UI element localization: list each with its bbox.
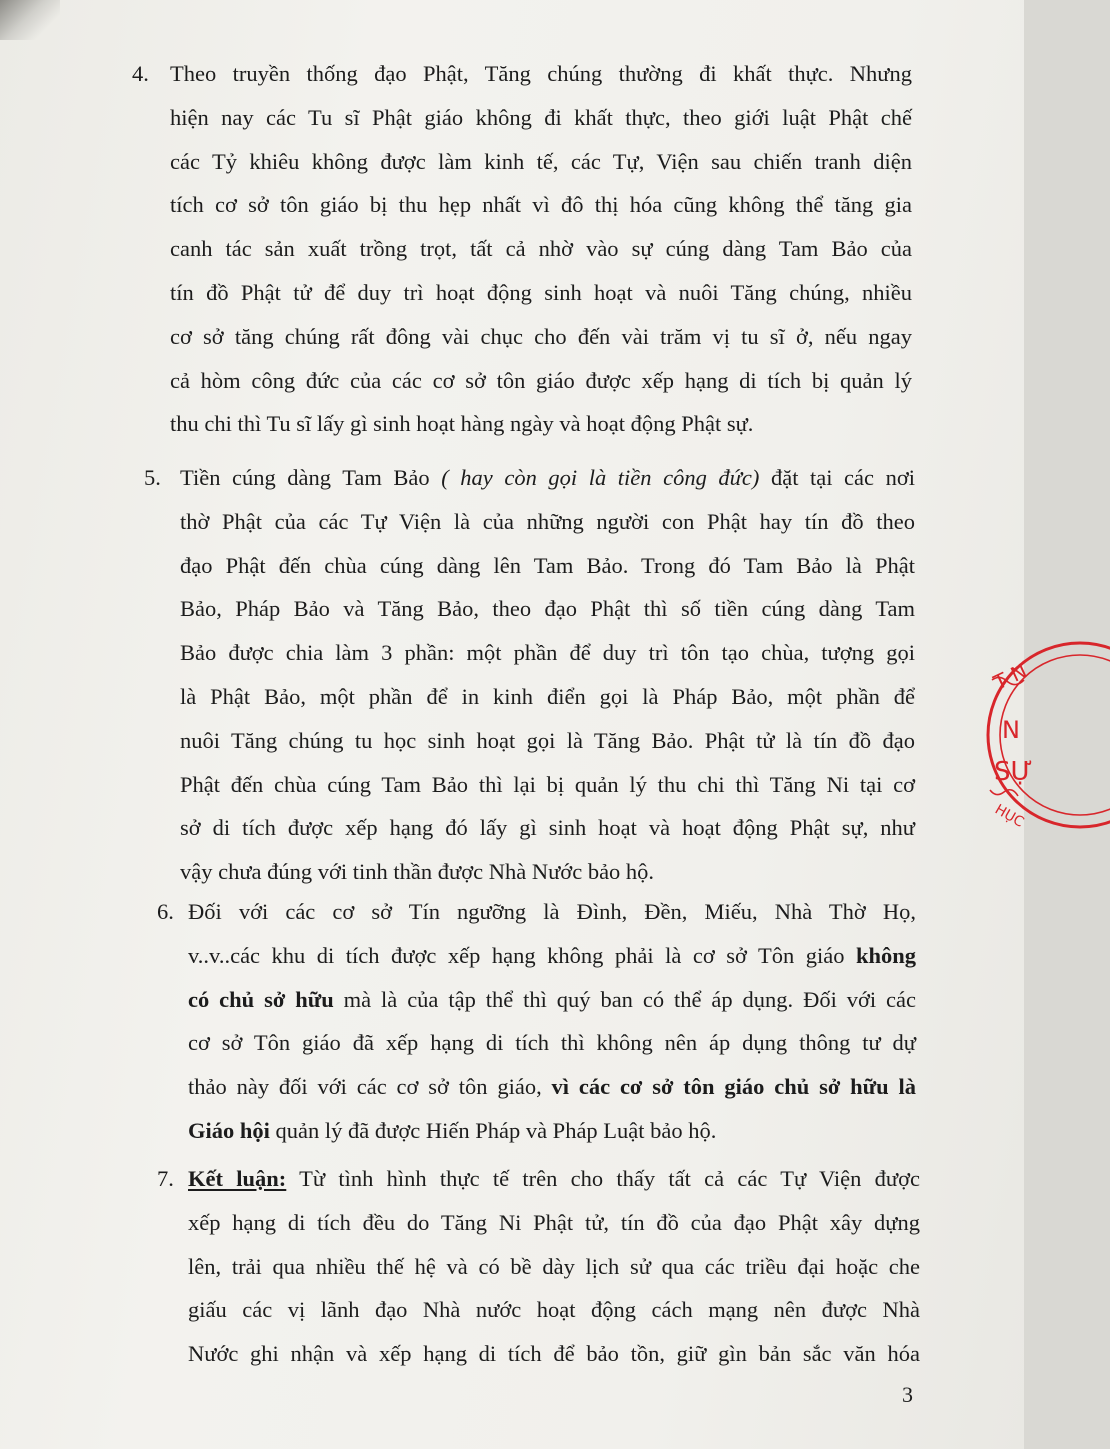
text-line: xếp hạng di tích đều do Tăng Ni Phật tử, tín đồ của đạo Phật xây dựng bbox=[188, 1209, 920, 1235]
item-5 bbox=[144, 456, 915, 894]
text-line bbox=[188, 978, 916, 1022]
item-6 bbox=[157, 890, 917, 1153]
text-line: canh tác sản xuất trồng trọt, tất cả nhờ vào sự cúng dàng Tam Bảo của bbox=[170, 236, 912, 262]
item-7 bbox=[157, 1157, 920, 1376]
text-line bbox=[188, 1109, 916, 1153]
bold-text: vì các cơ sở tôn giáo chủ sở hữu là bbox=[551, 1074, 916, 1100]
page-shadow bbox=[0, 0, 60, 40]
seal-text: N bbox=[1002, 716, 1020, 744]
text-line: hiện nay các Tu sĩ Phật giáo không đi khất thực, theo giới luật Phật chế bbox=[170, 104, 912, 130]
text-line: vậy chưa đúng với tinh thần được Nhà Nước bảo hộ. bbox=[180, 859, 655, 885]
seal-decoration bbox=[990, 790, 1018, 796]
item-number: 7. bbox=[157, 1166, 174, 1191]
text-line bbox=[188, 934, 916, 978]
text-line: thờ Phật của các Tự Viện là của những người con Phật hay tín đồ theo bbox=[180, 508, 915, 534]
text-segment: thảo này đối với các cơ sở tôn giáo, bbox=[188, 1074, 552, 1100]
italic-note: ( hay còn gọi là tiền công đức) bbox=[441, 465, 760, 490]
item-number: 4. bbox=[132, 61, 149, 86]
item-4 bbox=[132, 52, 912, 446]
text-line: Nước ghi nhận và xếp hạng di tích để bảo tồn, giữ gìn bản sắc văn hóa bbox=[188, 1341, 920, 1367]
text-line: cơ sở Tôn giáo đã xếp hạng di tích thì không nên áp dụng thông tư dự bbox=[188, 1030, 916, 1056]
text-segment: Tiền cúng dàng Tam Bảo bbox=[180, 465, 442, 490]
item-number: 6. bbox=[157, 899, 174, 924]
text-line: Bảo, Pháp Bảo và Tăng Bảo, theo đạo Phật thì số tiền cúng dàng Tam bbox=[180, 596, 915, 622]
text-segment: quản lý đã được Hiến Pháp và Pháp Luật bảo hộ. bbox=[269, 1117, 717, 1143]
page-number: 3 bbox=[902, 1382, 913, 1407]
text-line: sở di tích được xếp hạng đó lấy gì sinh hoạt và hoạt động Phật sự, như bbox=[180, 815, 915, 841]
text-line: tín đồ Phật tử để duy trì hoạt động sinh hoạt và nuôi Tăng chúng, nhiều bbox=[170, 279, 912, 305]
text-line: cơ sở tăng chúng rất đông vài chục cho đến vài trăm vị tu sĩ ở, nếu ngay bbox=[170, 323, 912, 349]
text-line: Bảo được chia làm 3 phần: một phần để duy trì tôn tạo chùa, tượng gọi bbox=[180, 640, 915, 666]
text-segment: đặt tại các nơi bbox=[759, 465, 915, 490]
bold-text: không bbox=[855, 942, 916, 968]
text-line: các Tỷ khiêu không được làm kinh tế, các Tự, Viện sau chiến tranh diện bbox=[170, 148, 912, 174]
text-line: là Phật Bảo, một phần để in kinh điển gọi là Pháp Bảo, một phần để bbox=[180, 683, 915, 709]
text-line: giấu các vị lãnh đạo Nhà nước hoạt động cách mạng nên được Nhà bbox=[188, 1297, 920, 1323]
item-number: 5. bbox=[144, 465, 161, 490]
text-line: nuôi Tăng chúng tu học sinh hoạt gọi là Tăng Bảo. Phật tử là tín đồ đạo bbox=[180, 727, 915, 753]
text-line: đạo Phật đến chùa cúng dàng lên Tam Bảo. Trong đó Tam Bảo là Phật bbox=[180, 552, 915, 578]
text-line: lên, trải qua nhiều thế hệ và có bề dày lịch sử qua các triều đại hoặc che bbox=[188, 1253, 920, 1279]
text-line: Phật đến chùa cúng Tam Bảo thì lại bị quản lý thu chi thì Tăng Ni tại cơ bbox=[180, 771, 915, 797]
text-line bbox=[188, 1157, 920, 1201]
text-line bbox=[180, 456, 915, 500]
bold-text: Giáo hội bbox=[188, 1117, 270, 1143]
conclusion-label: Kết luận: bbox=[188, 1166, 287, 1191]
seal-text: T N bbox=[989, 658, 1031, 695]
bold-text: có chủ sở hữu bbox=[188, 986, 334, 1012]
text-line: Đối với các cơ sở Tín ngưỡng là Đình, Đền, Miếu, Nhà Thờ Họ, bbox=[188, 899, 916, 924]
text-line bbox=[188, 1065, 916, 1109]
text-line: Theo truyền thống đạo Phật, Tăng chúng thường đi khất thực. Nhưng bbox=[170, 61, 912, 86]
text-segment: v..v..các khu di tích được xếp hạng không phải là cơ sở Tôn giáo bbox=[188, 942, 856, 968]
text-line: thu chi thì Tu sĩ lấy gì sinh hoạt hàng ngày và hoạt động Phật sự. bbox=[170, 411, 754, 437]
seal-text: HỤC bbox=[992, 801, 1027, 831]
seal-text: SỰ bbox=[994, 757, 1033, 787]
text-line: tích cơ sở tôn giáo bị thu hẹp nhất vì đô thị hóa cũng không thể tăng gia bbox=[170, 192, 912, 218]
text-line: cả hòm công đức của các cơ sở tôn giáo được xếp hạng di tích bị quản lý bbox=[170, 367, 912, 393]
red-seal-stamp bbox=[980, 640, 1110, 840]
text-segment: mà là của tập thể thì quý ban có thể áp dụng. Đối với các bbox=[333, 986, 917, 1012]
text-segment: Từ tình hình thực tế trên cho thấy tất cả các Tự Viện được bbox=[286, 1166, 920, 1191]
